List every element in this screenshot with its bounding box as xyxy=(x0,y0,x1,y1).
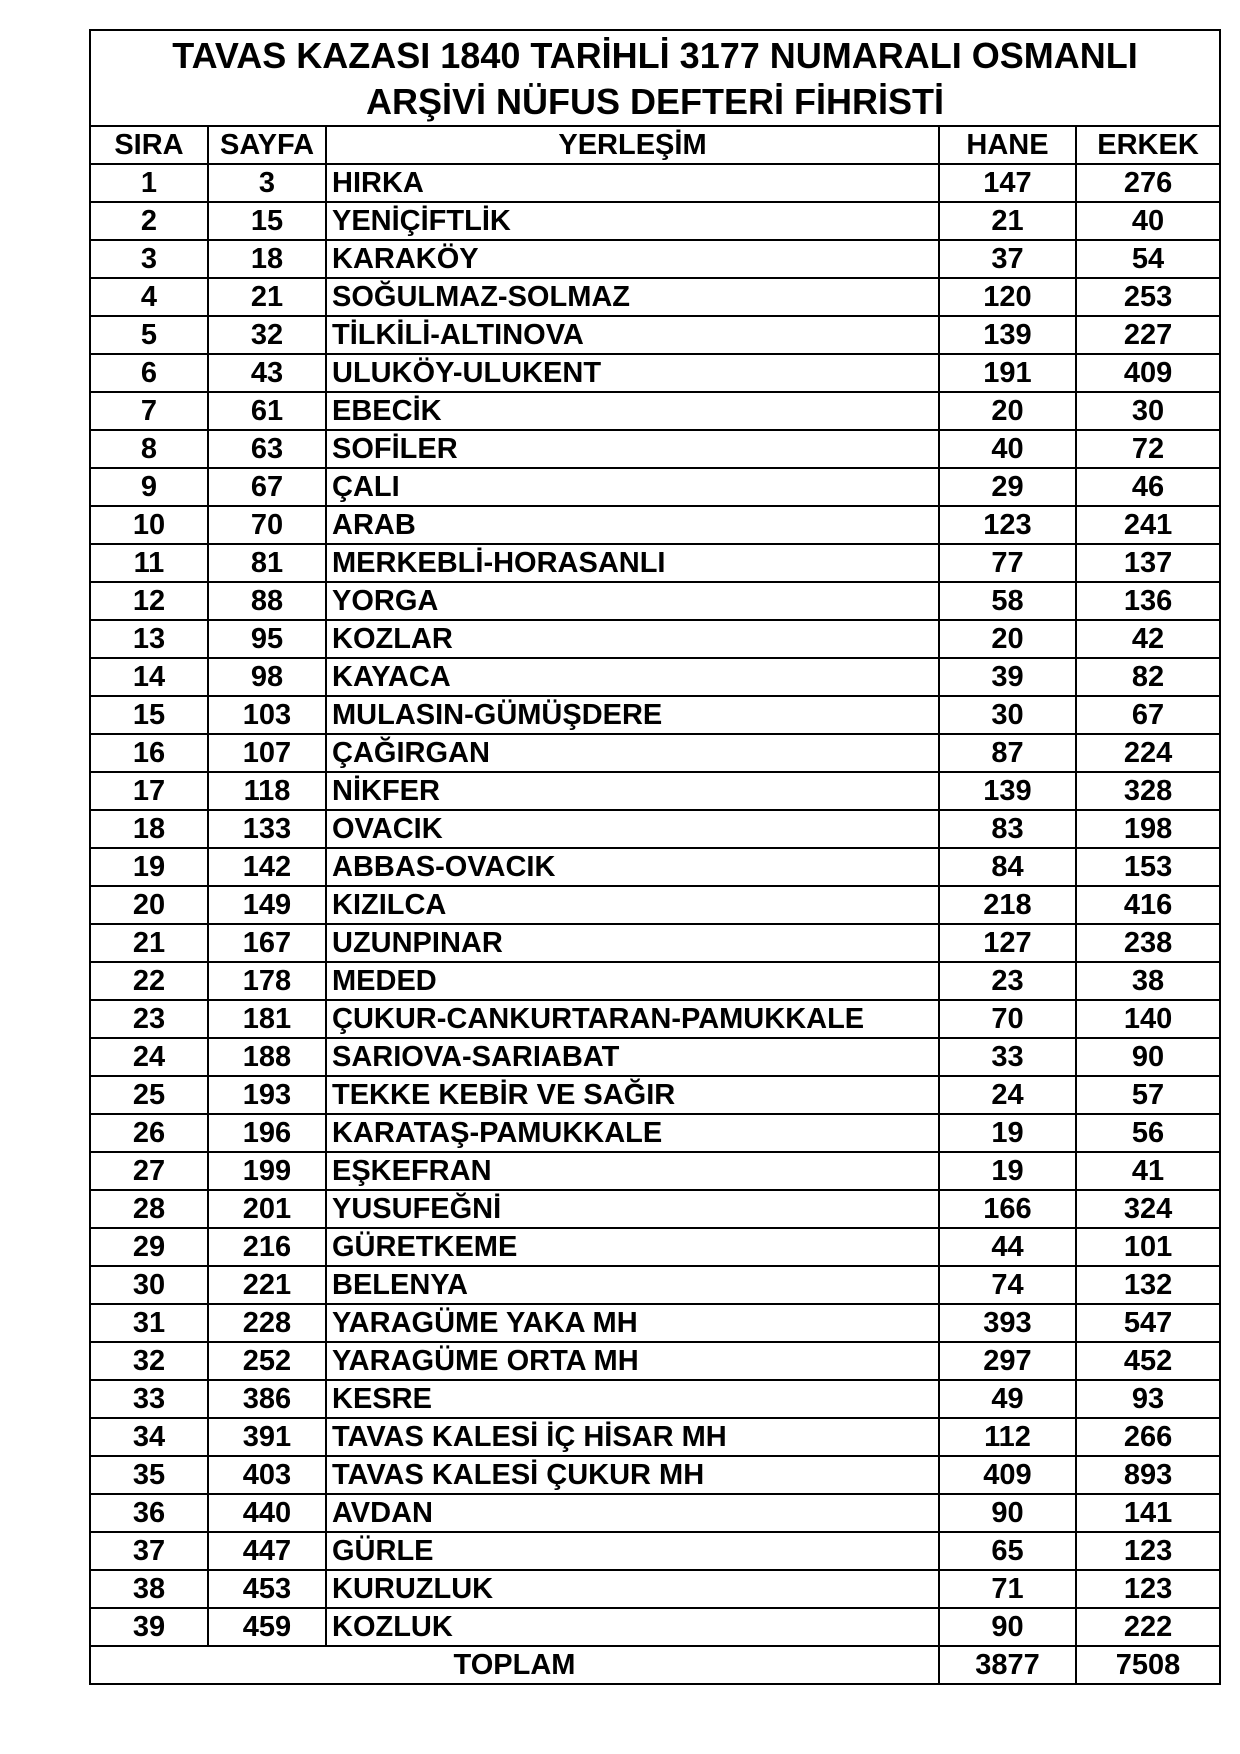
cell-sayfa: 440 xyxy=(208,1494,326,1532)
cell-sayfa: 15 xyxy=(208,202,326,240)
cell-sira: 30 xyxy=(90,1266,208,1304)
cell-sayfa: 193 xyxy=(208,1076,326,1114)
table-row xyxy=(90,772,1220,810)
table-row xyxy=(90,1266,1220,1304)
table-row xyxy=(90,240,1220,278)
cell-sira: 26 xyxy=(90,1114,208,1152)
cell-sayfa: 107 xyxy=(208,734,326,772)
cell-hane: 19 xyxy=(939,1152,1076,1190)
cell-sayfa: 67 xyxy=(208,468,326,506)
cell-hane: 33 xyxy=(939,1038,1076,1076)
cell-sira: 6 xyxy=(90,354,208,392)
cell-yerlesim: EŞKEFRAN xyxy=(326,1152,939,1190)
cell-hane: 24 xyxy=(939,1076,1076,1114)
table-row xyxy=(90,1228,1220,1266)
table-row xyxy=(90,696,1220,734)
table-row xyxy=(90,468,1220,506)
cell-hane: 29 xyxy=(939,468,1076,506)
cell-erkek: 324 xyxy=(1076,1190,1220,1228)
cell-yerlesim: MULASIN-GÜMÜŞDERE xyxy=(326,696,939,734)
cell-yerlesim: MEDED xyxy=(326,962,939,1000)
table-row xyxy=(90,354,1220,392)
cell-sira: 18 xyxy=(90,810,208,848)
table-row xyxy=(90,1380,1220,1418)
cell-erkek: 38 xyxy=(1076,962,1220,1000)
document-title xyxy=(90,30,1220,126)
table-row xyxy=(90,620,1220,658)
cell-yerlesim: UZUNPINAR xyxy=(326,924,939,962)
cell-sayfa: 103 xyxy=(208,696,326,734)
table-row xyxy=(90,1456,1220,1494)
cell-sayfa: 252 xyxy=(208,1342,326,1380)
cell-hane: 87 xyxy=(939,734,1076,772)
cell-sayfa: 88 xyxy=(208,582,326,620)
cell-sira: 16 xyxy=(90,734,208,772)
cell-hane: 39 xyxy=(939,658,1076,696)
table-row xyxy=(90,1532,1220,1570)
cell-sayfa: 21 xyxy=(208,278,326,316)
cell-sayfa: 201 xyxy=(208,1190,326,1228)
cell-sayfa: 167 xyxy=(208,924,326,962)
cell-sayfa: 453 xyxy=(208,1570,326,1608)
cell-yerlesim: BELENYA xyxy=(326,1266,939,1304)
cell-hane: 19 xyxy=(939,1114,1076,1152)
cell-hane: 297 xyxy=(939,1342,1076,1380)
cell-yerlesim: HIRKA xyxy=(326,164,939,202)
column-header-yerlesim: YERLEŞİM xyxy=(326,126,939,164)
cell-hane: 139 xyxy=(939,316,1076,354)
cell-sayfa: 459 xyxy=(208,1608,326,1646)
cell-yerlesim: OVACIK xyxy=(326,810,939,848)
cell-sayfa: 403 xyxy=(208,1456,326,1494)
cell-sayfa: 149 xyxy=(208,886,326,924)
census-table xyxy=(89,29,1221,1685)
cell-erkek: 893 xyxy=(1076,1456,1220,1494)
cell-erkek: 123 xyxy=(1076,1532,1220,1570)
cell-erkek: 140 xyxy=(1076,1000,1220,1038)
table-row xyxy=(90,1608,1220,1646)
cell-hane: 20 xyxy=(939,392,1076,430)
cell-erkek: 416 xyxy=(1076,886,1220,924)
cell-hane: 74 xyxy=(939,1266,1076,1304)
cell-yerlesim: ÇAĞIRGAN xyxy=(326,734,939,772)
cell-sayfa: 81 xyxy=(208,544,326,582)
cell-sayfa: 228 xyxy=(208,1304,326,1342)
cell-sira: 25 xyxy=(90,1076,208,1114)
cell-erkek: 136 xyxy=(1076,582,1220,620)
cell-erkek: 93 xyxy=(1076,1380,1220,1418)
cell-sayfa: 32 xyxy=(208,316,326,354)
cell-sira: 19 xyxy=(90,848,208,886)
cell-sira: 12 xyxy=(90,582,208,620)
cell-hane: 191 xyxy=(939,354,1076,392)
cell-sira: 17 xyxy=(90,772,208,810)
cell-sayfa: 118 xyxy=(208,772,326,810)
cell-sira: 10 xyxy=(90,506,208,544)
cell-erkek: 123 xyxy=(1076,1570,1220,1608)
cell-yerlesim: TAVAS KALESİ İÇ HİSAR MH xyxy=(326,1418,939,1456)
table-row xyxy=(90,316,1220,354)
cell-hane: 71 xyxy=(939,1570,1076,1608)
cell-erkek: 238 xyxy=(1076,924,1220,962)
table-body xyxy=(90,164,1220,1646)
cell-yerlesim: GÜRETKEME xyxy=(326,1228,939,1266)
cell-yerlesim: TEKKE KEBİR VE SAĞIR xyxy=(326,1076,939,1114)
cell-yerlesim: KIZILCA xyxy=(326,886,939,924)
table-row xyxy=(90,392,1220,430)
cell-sira: 8 xyxy=(90,430,208,468)
cell-hane: 393 xyxy=(939,1304,1076,1342)
cell-sayfa: 61 xyxy=(208,392,326,430)
column-header-sayfa: SAYFA xyxy=(208,126,326,164)
table-row xyxy=(90,1418,1220,1456)
table-row xyxy=(90,1570,1220,1608)
cell-yerlesim: ABBAS-OVACIK xyxy=(326,848,939,886)
cell-sira: 5 xyxy=(90,316,208,354)
cell-hane: 112 xyxy=(939,1418,1076,1456)
cell-sira: 39 xyxy=(90,1608,208,1646)
cell-yerlesim: SOĞULMAZ-SOLMAZ xyxy=(326,278,939,316)
cell-yerlesim: KARAKÖY xyxy=(326,240,939,278)
header-row xyxy=(90,126,1220,164)
cell-hane: 44 xyxy=(939,1228,1076,1266)
table-row xyxy=(90,506,1220,544)
cell-hane: 23 xyxy=(939,962,1076,1000)
cell-sayfa: 196 xyxy=(208,1114,326,1152)
cell-hane: 147 xyxy=(939,164,1076,202)
cell-sira: 15 xyxy=(90,696,208,734)
cell-erkek: 328 xyxy=(1076,772,1220,810)
table-row xyxy=(90,202,1220,240)
cell-erkek: 224 xyxy=(1076,734,1220,772)
table-row xyxy=(90,1076,1220,1114)
table-row xyxy=(90,658,1220,696)
column-header-erkek: ERKEK xyxy=(1076,126,1220,164)
cell-sayfa: 43 xyxy=(208,354,326,392)
cell-yerlesim: ARAB xyxy=(326,506,939,544)
cell-hane: 30 xyxy=(939,696,1076,734)
total-hane: 3877 xyxy=(939,1646,1076,1684)
cell-yerlesim: ULUKÖY-ULUKENT xyxy=(326,354,939,392)
cell-sira: 22 xyxy=(90,962,208,1000)
cell-erkek: 198 xyxy=(1076,810,1220,848)
cell-yerlesim: KURUZLUK xyxy=(326,1570,939,1608)
cell-sira: 7 xyxy=(90,392,208,430)
cell-yerlesim: GÜRLE xyxy=(326,1532,939,1570)
title-line-2: ARŞİVİ NÜFUS DEFTERİ FİHRİSTİ xyxy=(366,81,945,122)
table-row xyxy=(90,1038,1220,1076)
cell-yerlesim: YENİÇİFTLİK xyxy=(326,202,939,240)
cell-hane: 58 xyxy=(939,582,1076,620)
table-row xyxy=(90,924,1220,962)
cell-yerlesim: AVDAN xyxy=(326,1494,939,1532)
table-row xyxy=(90,164,1220,202)
cell-yerlesim: YUSUFEĞNİ xyxy=(326,1190,939,1228)
cell-yerlesim: ÇALI xyxy=(326,468,939,506)
title-line-1: TAVAS KAZASI 1840 TARİHLİ 3177 NUMARALI OSMANLI xyxy=(172,35,1138,76)
cell-erkek: 141 xyxy=(1076,1494,1220,1532)
cell-sayfa: 386 xyxy=(208,1380,326,1418)
cell-erkek: 227 xyxy=(1076,316,1220,354)
cell-yerlesim: NİKFER xyxy=(326,772,939,810)
cell-yerlesim: MERKEBLİ-HORASANLI xyxy=(326,544,939,582)
cell-erkek: 409 xyxy=(1076,354,1220,392)
cell-sayfa: 3 xyxy=(208,164,326,202)
cell-sayfa: 178 xyxy=(208,962,326,1000)
cell-sira: 1 xyxy=(90,164,208,202)
table-row xyxy=(90,1342,1220,1380)
cell-yerlesim: TİLKİLİ-ALTINOVA xyxy=(326,316,939,354)
cell-sira: 29 xyxy=(90,1228,208,1266)
cell-erkek: 67 xyxy=(1076,696,1220,734)
cell-hane: 90 xyxy=(939,1608,1076,1646)
census-index-sheet xyxy=(89,29,1219,1685)
table-row xyxy=(90,810,1220,848)
cell-hane: 90 xyxy=(939,1494,1076,1532)
total-row xyxy=(90,1646,1220,1684)
cell-erkek: 253 xyxy=(1076,278,1220,316)
cell-yerlesim: KOZLUK xyxy=(326,1608,939,1646)
cell-hane: 83 xyxy=(939,810,1076,848)
cell-hane: 40 xyxy=(939,430,1076,468)
cell-erkek: 241 xyxy=(1076,506,1220,544)
cell-sira: 33 xyxy=(90,1380,208,1418)
table-row xyxy=(90,1494,1220,1532)
cell-yerlesim: KOZLAR xyxy=(326,620,939,658)
cell-erkek: 153 xyxy=(1076,848,1220,886)
cell-hane: 127 xyxy=(939,924,1076,962)
cell-yerlesim: SARIOVA-SARIABAT xyxy=(326,1038,939,1076)
title-row xyxy=(90,30,1220,126)
cell-erkek: 42 xyxy=(1076,620,1220,658)
cell-erkek: 132 xyxy=(1076,1266,1220,1304)
cell-erkek: 57 xyxy=(1076,1076,1220,1114)
cell-sayfa: 216 xyxy=(208,1228,326,1266)
cell-sira: 31 xyxy=(90,1304,208,1342)
cell-erkek: 41 xyxy=(1076,1152,1220,1190)
table-row xyxy=(90,582,1220,620)
cell-hane: 409 xyxy=(939,1456,1076,1494)
cell-sira: 32 xyxy=(90,1342,208,1380)
cell-yerlesim: KESRE xyxy=(326,1380,939,1418)
cell-erkek: 452 xyxy=(1076,1342,1220,1380)
cell-sira: 24 xyxy=(90,1038,208,1076)
cell-sira: 27 xyxy=(90,1152,208,1190)
cell-erkek: 137 xyxy=(1076,544,1220,582)
cell-hane: 123 xyxy=(939,506,1076,544)
cell-erkek: 54 xyxy=(1076,240,1220,278)
table-row xyxy=(90,1152,1220,1190)
table-row xyxy=(90,544,1220,582)
cell-hane: 70 xyxy=(939,1000,1076,1038)
cell-sayfa: 70 xyxy=(208,506,326,544)
cell-sira: 13 xyxy=(90,620,208,658)
cell-sayfa: 63 xyxy=(208,430,326,468)
cell-erkek: 72 xyxy=(1076,430,1220,468)
table-row xyxy=(90,886,1220,924)
cell-sira: 4 xyxy=(90,278,208,316)
column-header-hane: HANE xyxy=(939,126,1076,164)
table-row xyxy=(90,1304,1220,1342)
cell-sayfa: 95 xyxy=(208,620,326,658)
cell-yerlesim: KARATAŞ-PAMUKKALE xyxy=(326,1114,939,1152)
cell-erkek: 266 xyxy=(1076,1418,1220,1456)
cell-hane: 20 xyxy=(939,620,1076,658)
cell-sira: 11 xyxy=(90,544,208,582)
cell-sayfa: 199 xyxy=(208,1152,326,1190)
table-row xyxy=(90,1000,1220,1038)
table-row xyxy=(90,278,1220,316)
cell-sira: 23 xyxy=(90,1000,208,1038)
cell-erkek: 90 xyxy=(1076,1038,1220,1076)
cell-sayfa: 18 xyxy=(208,240,326,278)
cell-yerlesim: ÇUKUR-CANKURTARAN-PAMUKKALE xyxy=(326,1000,939,1038)
cell-sira: 9 xyxy=(90,468,208,506)
column-header-sira: SIRA xyxy=(90,126,208,164)
cell-sayfa: 181 xyxy=(208,1000,326,1038)
cell-erkek: 46 xyxy=(1076,468,1220,506)
total-erkek: 7508 xyxy=(1076,1646,1220,1684)
cell-sayfa: 221 xyxy=(208,1266,326,1304)
cell-sira: 37 xyxy=(90,1532,208,1570)
table-row xyxy=(90,848,1220,886)
cell-hane: 77 xyxy=(939,544,1076,582)
cell-erkek: 30 xyxy=(1076,392,1220,430)
cell-hane: 120 xyxy=(939,278,1076,316)
cell-hane: 65 xyxy=(939,1532,1076,1570)
table-row xyxy=(90,1114,1220,1152)
table-row xyxy=(90,962,1220,1000)
cell-erkek: 40 xyxy=(1076,202,1220,240)
cell-yerlesim: YARAGÜME YAKA MH xyxy=(326,1304,939,1342)
cell-sira: 20 xyxy=(90,886,208,924)
cell-hane: 49 xyxy=(939,1380,1076,1418)
cell-erkek: 547 xyxy=(1076,1304,1220,1342)
cell-erkek: 276 xyxy=(1076,164,1220,202)
cell-hane: 21 xyxy=(939,202,1076,240)
cell-yerlesim: TAVAS KALESİ ÇUKUR MH xyxy=(326,1456,939,1494)
cell-sayfa: 142 xyxy=(208,848,326,886)
cell-erkek: 222 xyxy=(1076,1608,1220,1646)
cell-sira: 36 xyxy=(90,1494,208,1532)
cell-erkek: 56 xyxy=(1076,1114,1220,1152)
cell-sira: 34 xyxy=(90,1418,208,1456)
cell-hane: 84 xyxy=(939,848,1076,886)
cell-yerlesim: YORGA xyxy=(326,582,939,620)
cell-sayfa: 447 xyxy=(208,1532,326,1570)
cell-sira: 38 xyxy=(90,1570,208,1608)
cell-yerlesim: YARAGÜME ORTA MH xyxy=(326,1342,939,1380)
cell-hane: 139 xyxy=(939,772,1076,810)
cell-erkek: 101 xyxy=(1076,1228,1220,1266)
cell-yerlesim: SOFİLER xyxy=(326,430,939,468)
cell-hane: 218 xyxy=(939,886,1076,924)
table-row xyxy=(90,430,1220,468)
cell-sayfa: 133 xyxy=(208,810,326,848)
cell-sira: 35 xyxy=(90,1456,208,1494)
cell-sira: 21 xyxy=(90,924,208,962)
table-row xyxy=(90,1190,1220,1228)
cell-hane: 37 xyxy=(939,240,1076,278)
cell-sayfa: 98 xyxy=(208,658,326,696)
cell-sira: 3 xyxy=(90,240,208,278)
cell-erkek: 82 xyxy=(1076,658,1220,696)
cell-hane: 166 xyxy=(939,1190,1076,1228)
cell-yerlesim: EBECİK xyxy=(326,392,939,430)
table-row xyxy=(90,734,1220,772)
cell-sayfa: 391 xyxy=(208,1418,326,1456)
total-label: TOPLAM xyxy=(90,1646,939,1684)
cell-sira: 2 xyxy=(90,202,208,240)
cell-yerlesim: KAYACA xyxy=(326,658,939,696)
cell-sira: 14 xyxy=(90,658,208,696)
cell-sayfa: 188 xyxy=(208,1038,326,1076)
cell-sira: 28 xyxy=(90,1190,208,1228)
